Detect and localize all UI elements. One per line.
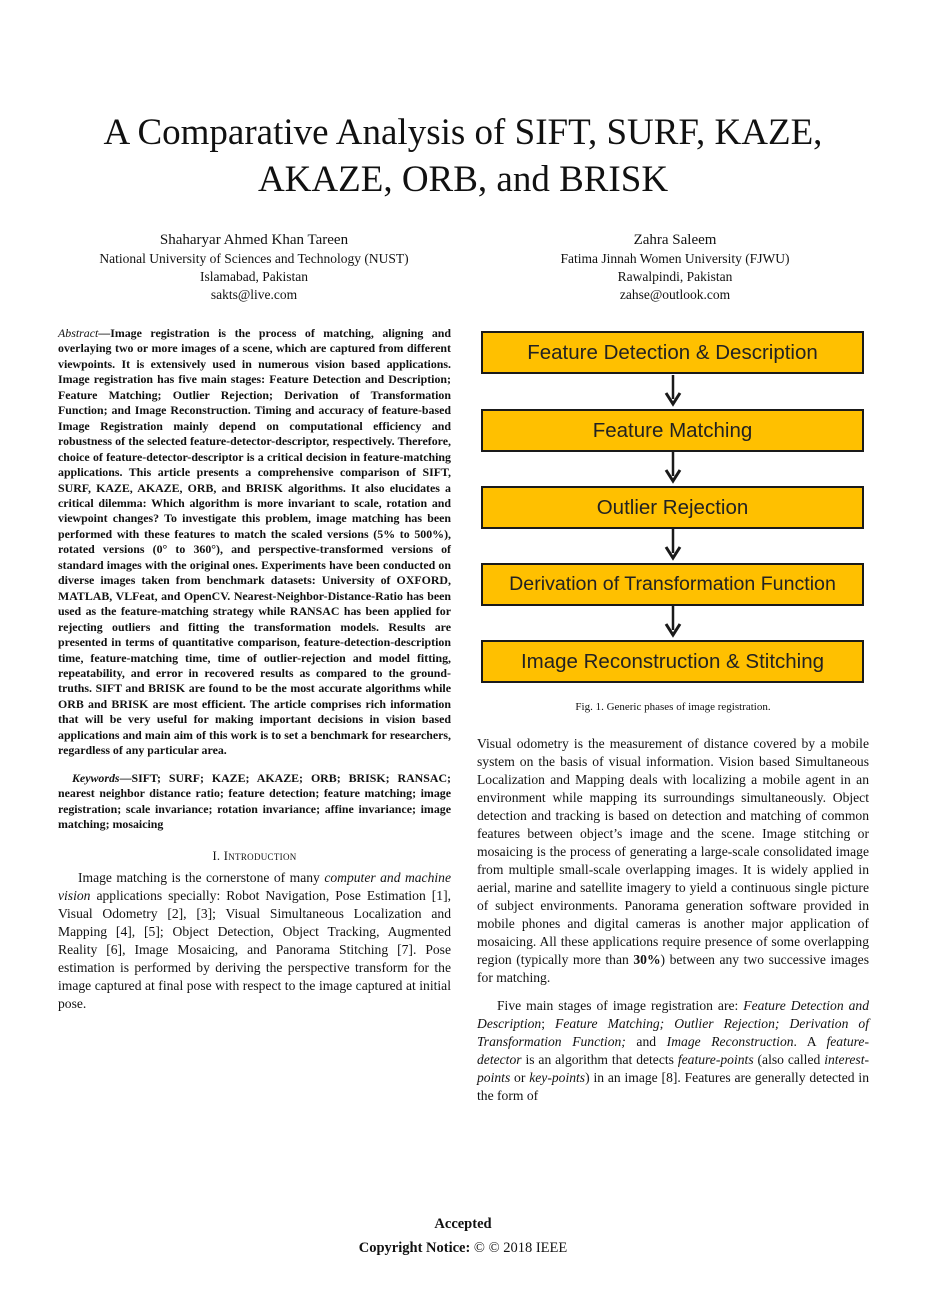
down-arrow-icon (664, 452, 682, 484)
abstract-text: Image registration is the process of matching, aligning and overlaying two or more images of a scene, which are captured from different viewpoints. It is extensively used in numerous vision based applications. Image registration has five main stages: Feature Detection and Description; Feature Matching; Outlier Rejection; Derivation of Transformation Function; and Image Reconstruction. Timing and accuracy of feature-based Image Registration mainly depend on computational efficiency and robustness of the selected feature-detector-descriptor, respectively. Therefore, choice of feature-detector-descriptor is a critical decision in feature-matching applications. This article presents a comprehensive comparison of SIFT, SURF, KAZE, AKAZE, ORB, and BRISK algorithms. It also elucidates a critical dilemma: Which algorithm is more invariant to scale, rotation and viewpoint changes? To investigate this problem, image matching has been performed with these features to match the scaled versions (5% to 500%), rotated versions (0° to 360°), and perspective-transformed versions of standard images with the original ones. Experiments have been conducted on diverse images taken from benchmark datasets: University of OXFORD, MATLAB, VLFeat, and OpenCV. Nearest-Neighbor-Distance-Ratio has been used as the feature-matching strategy while RANSAC has been applied for rejecting outliers and fitting the transformation models. Results are presented in terms of quantitative comparison, feature-detection-description time, feature-matching time, time of outlier-rejection and model fitting, repeatability, and error in recovered results as compared to the ground-truths. SIFT and BRISK are found to be the most accurate algorithms while ORB and BRISK are most efficient. The article comprises rich information that will be very useful for making important decisions in vision based applications and main aim of this work is to set a benchmark for researchers, regardless of any particular area. (58, 326, 451, 758)
keywords (58, 771, 451, 833)
keywords-text: —SIFT; SURF; KAZE; AKAZE; ORB; BRISK; RANSAC; nearest neighbor distance ratio; feature detection; feature matching; image registration; scale invariance; rotation invariance; affine invariance; image matching; mosaicing (58, 770, 451, 832)
footer (0, 1212, 926, 1260)
intro-paragraph (58, 869, 451, 1013)
author-block-1 (40, 230, 468, 304)
figure-caption: Fig. 1. Generic phases of image registration. (575, 701, 771, 713)
text-run: feature-detector (477, 1034, 869, 1067)
text-run: Image matching is the cornerstone of many (78, 869, 325, 885)
keywords-label: Keywords (72, 770, 120, 785)
copyright-text: © © 2018 IEEE (473, 1240, 568, 1256)
figure-1-flowchart (478, 330, 868, 688)
text-run: (also called (753, 1052, 825, 1067)
body-paragraph-2 (477, 997, 869, 1105)
abstract-dash: — (98, 326, 111, 340)
text-run: Feature Matching; Outlier Rejection; Derivation of Transformation Function; (477, 1016, 869, 1049)
text-run: computer and machine vision (58, 869, 451, 903)
text-run: or (510, 1070, 530, 1085)
author-name: Zahra Saleem (633, 232, 717, 248)
stage-box-outlier-rejection: Outlier Rejection (481, 486, 864, 529)
accepted-label: Accepted (434, 1216, 492, 1232)
author-block-2 (470, 230, 880, 304)
down-arrow-icon (664, 529, 682, 561)
text-run: ) between any two successive images for matching. (477, 952, 869, 985)
section-heading (58, 848, 451, 864)
text-run: 30% (633, 952, 661, 967)
text-run: and (625, 1034, 667, 1049)
text-run: Image Reconstruction (666, 1034, 794, 1049)
text-run: ) in an image [8]. Features are generally detected in the form of (477, 1070, 869, 1103)
right-column (477, 735, 869, 1105)
copyright-label: Copyright Notice: (358, 1240, 471, 1256)
author-affiliation: Fatima Jinnah Women University (FJWU) (560, 251, 790, 266)
text-run: key-points (529, 1070, 586, 1085)
section-title: Introduction (223, 848, 297, 863)
author-location: Islamabad, Pakistan (200, 269, 308, 284)
text-run: . A (793, 1034, 827, 1049)
author-email: sakts@live.com (210, 287, 298, 302)
paper-title: A Comparative Analysis of SIFT, SURF, KAZE, AKAZE, ORB, and BRISK (103, 111, 823, 200)
author-name: Shaharyar Ahmed Khan Tareen (159, 232, 349, 248)
text-run: Five main stages of image registration are: (497, 998, 744, 1013)
abstract (58, 326, 451, 759)
text-run: Feature Detection and Description (477, 998, 869, 1031)
text-run: interest-points (477, 1052, 869, 1085)
stage-box-feature-detection: Feature Detection & Description (481, 331, 864, 374)
down-arrow-icon (664, 375, 682, 407)
author-affiliation: National University of Sciences and Technology (NUST) (99, 251, 409, 266)
section-number: I. (212, 848, 221, 863)
author-location: Rawalpindi, Pakistan (617, 269, 733, 284)
down-arrow-icon (664, 606, 682, 638)
text-run: ; (541, 1016, 556, 1031)
stage-box-feature-matching: Feature Matching (481, 409, 864, 452)
text-run: feature-points (677, 1052, 754, 1067)
text-run: applications specially: Robot Navigation, Pose Estimation [1], Visual Odometry [2], [3]; Visual Simultaneous Localization and Mapping [4], [5]; Object Detection, Object Tracking, Augmented Reality [6], Image Mosaicing, and Panorama Stitching [7]. Pose estimation is performed by deriving the perspective transform for the image captured at final pose with respect to the image captured at initial pose. (58, 887, 451, 1011)
text-run: Visual odometry is the measurement of distance covered by a mobile system on the basis of visual information. Vision based Simultaneous Localization and Mapping deals with localizing a mobile agent in an environment while mapping its surroundings simultaneously. Object detection and tracking is based on detection and matching of common features between object’s image and the scene. Image stitching or mosaicing is the process of generating a large-scale consolidated image from multiple small-scale overlapping images. It is widely applied in aerial, marine and satellite imagery to yield a continuous single picture of subject environments. Panorama generation software provided in mobile phones and digital cameras is another major application of mosaicing. All these applications require presence of some overlapping region (typically more than (477, 736, 869, 967)
body-paragraph-1 (477, 735, 869, 987)
stage-box-transformation-function: Derivation of Transformation Function (481, 563, 864, 606)
copyright-notice (0, 1236, 926, 1260)
stage-box-image-reconstruction: Image Reconstruction & Stitching (481, 640, 864, 683)
text-run: is an algorithm that detects (521, 1052, 678, 1067)
left-column (58, 326, 451, 1013)
abstract-label: Abstract (58, 326, 99, 340)
author-email: zahse@outlook.com (619, 287, 731, 302)
